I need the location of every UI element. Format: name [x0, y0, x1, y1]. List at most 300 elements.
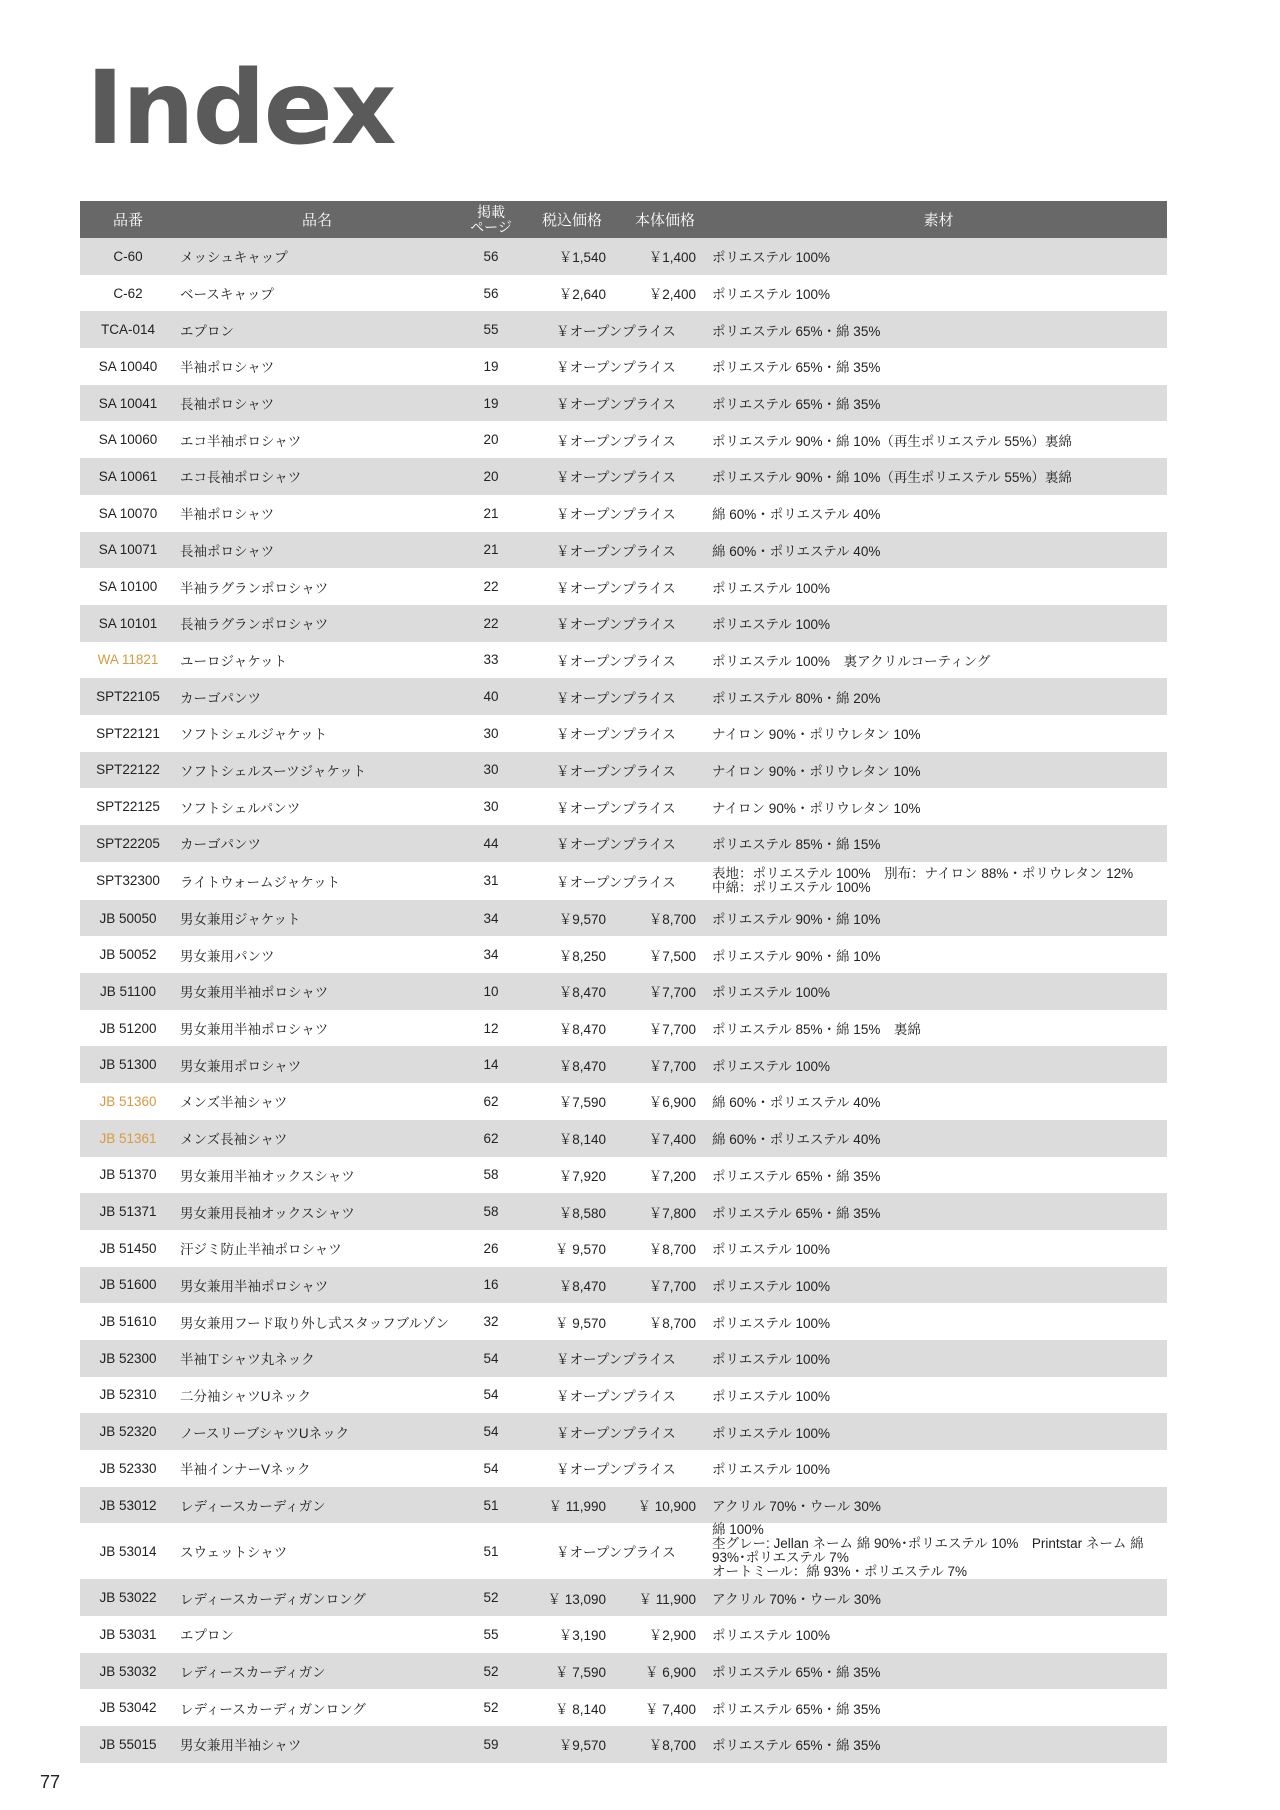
row-page: 22	[483, 579, 499, 595]
row-open-price: ￥オープンプライス	[556, 874, 676, 890]
row-material	[710, 715, 1167, 752]
row-price-tax-in: ￥7,590	[558, 1095, 606, 1111]
row-name: 男女兼用半袖シャツ	[176, 1726, 458, 1763]
row-open-price: ￥オープンプライス	[556, 580, 676, 596]
table-row	[80, 825, 1167, 862]
material-line: 綿 60%・ポリエステル 40%	[712, 507, 881, 523]
table-row	[80, 568, 1167, 605]
row-material	[710, 568, 1167, 605]
row-name: 半袖Ｔシャツ丸ネック	[176, 1340, 458, 1377]
row-page: 21	[483, 505, 499, 521]
row-page: 44	[458, 825, 524, 862]
row-material	[710, 275, 1167, 312]
row-open-price: ￥オープンプライス	[524, 605, 710, 642]
table-row	[80, 1450, 1167, 1487]
row-page: 56	[483, 285, 499, 301]
row-code: JB 51300	[80, 1046, 176, 1083]
material-line: ナイロン 90%・ポリウレタン 10%	[712, 727, 921, 743]
row-code: JB 51450	[99, 1240, 157, 1256]
row-open-price: ￥オープンプライス	[556, 1388, 676, 1404]
row-page: 14	[458, 1046, 524, 1083]
row-name: ユーロジャケット	[180, 653, 288, 669]
row-code: SA 10040	[98, 358, 158, 374]
row-price-tax-in: ￥3,190	[558, 1628, 606, 1644]
index-table	[80, 201, 1167, 1763]
table-row	[80, 348, 1167, 385]
row-open-price: ￥オープンプライス	[524, 385, 710, 422]
row-open-price: ￥オープンプライス	[556, 727, 676, 743]
row-material	[710, 678, 1167, 715]
material-line: ポリエステル 65%・綿 35%	[712, 360, 881, 376]
row-name: 男女兼用フード取り外し式スタッフブルゾン	[180, 1315, 450, 1331]
row-name: エコ半袖ポロシャツ	[180, 433, 302, 449]
row-code: SA 10041	[80, 385, 176, 422]
row-code: SA 10101	[80, 605, 176, 642]
material-line: ポリエステル 90%・綿 10%	[712, 912, 881, 928]
row-material	[710, 1653, 1167, 1690]
row-page: 52	[483, 1700, 499, 1716]
row-code: JB 53031	[99, 1626, 157, 1642]
table-row	[80, 1083, 1167, 1120]
material-line: ポリエステル 85%・綿 15% 裏綿	[712, 1022, 921, 1038]
row-name: スウェットシャツ	[180, 1545, 288, 1561]
row-code: SA 10071	[80, 532, 176, 569]
row-code: JB 53032	[80, 1653, 176, 1690]
row-price-base: ￥7,200	[648, 1168, 696, 1184]
row-open-price: ￥オープンプライス	[556, 1462, 676, 1478]
table-row	[80, 1303, 1167, 1340]
row-price-tax-in: ￥1,540	[524, 238, 620, 275]
material-line: ポリエステル 100%	[712, 250, 831, 266]
table-row	[80, 678, 1167, 715]
material-line: ポリエステル 100%	[712, 1058, 831, 1074]
header-page-line2: ページ	[470, 218, 512, 235]
table-row	[80, 715, 1167, 752]
header-price-base: 本体価格	[620, 201, 710, 238]
table-row	[80, 900, 1167, 937]
row-price-base: ￥8,700	[648, 1315, 696, 1331]
row-name: ソフトシェルジャケット	[180, 727, 327, 743]
table-row	[80, 752, 1167, 789]
material-line: ポリエステル 90%・綿 10%	[712, 948, 881, 964]
material-line: ポリエステル 100%	[712, 1628, 831, 1644]
row-price-base: ￥1,400	[620, 238, 710, 275]
row-page: 34	[483, 947, 499, 963]
table-row	[80, 1340, 1167, 1377]
header-code: 品番	[80, 201, 176, 238]
row-material	[710, 1616, 1167, 1653]
table-row	[80, 1193, 1167, 1230]
row-code: JB 53014	[99, 1543, 157, 1559]
table-body	[80, 238, 1167, 1763]
row-page: 34	[458, 900, 524, 937]
table-row	[80, 1616, 1167, 1653]
row-code: WA 11821	[97, 652, 159, 668]
row-price-tax-in: ￥9,570	[524, 1726, 620, 1763]
row-code: SPT22125	[96, 799, 160, 815]
row-page: 62	[483, 1093, 499, 1109]
table-row	[80, 1377, 1167, 1414]
row-material	[710, 1450, 1167, 1487]
row-name: レディースカーディガン	[176, 1487, 458, 1524]
table-row	[80, 1689, 1167, 1726]
row-code: JB 50052	[99, 947, 157, 963]
row-page: 32	[483, 1314, 499, 1330]
row-name: 長袖ポロシャツ	[176, 532, 458, 569]
row-material	[710, 238, 1167, 275]
table-row	[80, 1413, 1167, 1450]
row-material	[710, 311, 1167, 348]
row-name: レディースカーディガンロング	[176, 1579, 458, 1616]
table-row	[80, 275, 1167, 312]
row-price-tax-in: ￥8,470	[524, 973, 620, 1010]
row-name: エコ長袖ポロシャツ	[176, 458, 458, 495]
row-name: 男女兼用半袖ポロシャツ	[176, 973, 458, 1010]
row-page: 55	[483, 1626, 499, 1642]
row-name: ライトウォームジャケット	[180, 874, 341, 890]
material-line: ポリエステル 100%	[712, 1352, 831, 1368]
row-open-price: ￥オープンプライス	[556, 507, 676, 523]
table-row	[80, 1267, 1167, 1304]
row-code: C-62	[113, 285, 143, 301]
material-line: ポリエステル 100%	[712, 1315, 831, 1331]
row-page: 62	[458, 1120, 524, 1157]
row-page: 16	[458, 1267, 524, 1304]
material-line: ポリエステル 100%	[712, 985, 831, 1001]
row-material	[710, 1157, 1167, 1194]
row-code: JB 51371	[80, 1193, 176, 1230]
header-page	[458, 201, 524, 238]
row-material	[710, 862, 1167, 900]
row-code: JB 52300	[80, 1340, 176, 1377]
row-name: ソフトシェルスーツジャケット	[176, 752, 458, 789]
row-material	[710, 1377, 1167, 1414]
row-material	[710, 1010, 1167, 1047]
row-name: レディースカーディガン	[176, 1653, 458, 1690]
row-open-price: ￥オープンプライス	[524, 1413, 710, 1450]
material-line: 表地：ポリエステル 100% 別布：ナイロン 88%・ポリウレタン 12%	[712, 865, 1134, 881]
row-material	[710, 936, 1167, 973]
material-line: 中綿：ポリエステル 100%	[712, 879, 871, 895]
material-line: ポリエステル 100% 裏アクリルコーティング	[712, 653, 991, 669]
row-code: JB 51100	[80, 973, 176, 1010]
row-code: JB 55015	[80, 1726, 176, 1763]
material-line: ポリエステル 80%・綿 20%	[712, 690, 881, 706]
row-page: 52	[458, 1653, 524, 1690]
header-name: 品名	[176, 201, 458, 238]
row-price-base: ￥2,400	[648, 287, 696, 303]
row-price-tax-in: ￥2,640	[558, 287, 606, 303]
row-price-base: ￥7,400	[620, 1120, 710, 1157]
header-material: 素材	[710, 201, 1167, 238]
row-page: 30	[483, 725, 499, 741]
table-row	[80, 642, 1167, 679]
material-line: ポリエステル 100%	[712, 1462, 831, 1478]
row-price-base: ￥ 11,900	[620, 1579, 710, 1616]
row-material	[710, 1579, 1167, 1616]
row-page: 31	[483, 873, 499, 889]
material-line: ポリエステル 65%・綿 35%	[712, 397, 881, 413]
table-row	[80, 1726, 1167, 1763]
row-code: SA 10070	[98, 505, 158, 521]
row-material	[710, 348, 1167, 385]
page-number: 77	[40, 1772, 61, 1792]
row-open-price: ￥オープンプライス	[524, 825, 710, 862]
row-price-tax-in: ￥ 9,570	[554, 1242, 606, 1258]
row-name: 男女兼用半袖オックスシャツ	[180, 1168, 355, 1184]
row-page: 12	[483, 1020, 499, 1036]
row-material	[710, 752, 1167, 789]
material-line: ポリエステル 90%・綿 10%（再生ポリエステル 55%）裏綿	[712, 433, 1072, 449]
material-line: ポリエステル 65%・綿 35%	[712, 1665, 881, 1681]
row-name: 半袖ポロシャツ	[180, 507, 275, 523]
row-price-base: ￥7,800	[620, 1193, 710, 1230]
row-page: 54	[483, 1460, 499, 1476]
row-name: 半袖ポロシャツ	[180, 360, 275, 376]
row-price-tax-in: ￥8,470	[558, 1022, 606, 1038]
row-name: 二分袖シャツUネック	[180, 1388, 311, 1404]
row-material	[710, 495, 1167, 532]
row-open-price: ￥オープンプライス	[524, 458, 710, 495]
material-line: ポリエステル 100%	[712, 287, 831, 303]
material-line: ポリエステル 100%	[712, 1242, 831, 1258]
row-code: SA 10060	[98, 432, 158, 448]
row-open-price: ￥オープンプライス	[524, 311, 710, 348]
row-name: エプロン	[176, 311, 458, 348]
row-name: 男女兼用半袖ポロシャツ	[176, 1267, 458, 1304]
row-open-price: ￥オープンプライス	[556, 360, 676, 376]
row-name: 男女兼用長袖オックスシャツ	[176, 1193, 458, 1230]
table-row	[80, 385, 1167, 422]
material-line: ポリエステル 65%・綿 35%	[712, 1738, 881, 1754]
row-material	[710, 1487, 1167, 1524]
table-row	[80, 862, 1167, 900]
row-page: 59	[458, 1726, 524, 1763]
material-line: ポリエステル 100%	[712, 617, 831, 633]
row-code: SPT32300	[96, 873, 160, 889]
material-line: ポリエステル 100%	[712, 580, 831, 596]
row-price-tax-in: ￥ 9,570	[554, 1315, 606, 1331]
row-name: 男女兼用ポロシャツ	[176, 1046, 458, 1083]
row-price-base: ￥7,700	[648, 1022, 696, 1038]
table-row	[80, 973, 1167, 1010]
row-code: SA 10100	[98, 579, 158, 595]
row-open-price: ￥オープンプライス	[524, 532, 710, 569]
row-material	[710, 642, 1167, 679]
material-line: 綿 60%・ポリエステル 40%	[712, 543, 881, 559]
row-page: 54	[483, 1387, 499, 1403]
row-price-tax-in: ￥8,580	[524, 1193, 620, 1230]
row-open-price: ￥オープンプライス	[524, 752, 710, 789]
row-code: JB 52330	[99, 1460, 157, 1476]
row-material	[710, 1083, 1167, 1120]
page-title: Index	[86, 49, 395, 168]
row-name: 長袖ラグランポロシャツ	[176, 605, 458, 642]
row-price-base: ￥6,900	[648, 1095, 696, 1111]
row-page: 58	[483, 1167, 499, 1183]
row-material	[710, 1120, 1167, 1157]
row-code: JB 53022	[80, 1579, 176, 1616]
row-price-base: ￥8,700	[620, 1726, 710, 1763]
row-price-tax-in: ￥8,250	[558, 948, 606, 964]
row-name: メンズ長袖シャツ	[176, 1120, 458, 1157]
table-row	[80, 1487, 1167, 1524]
table-row	[80, 238, 1167, 275]
row-page: 40	[458, 678, 524, 715]
material-line: 綿 60%・ポリエステル 40%	[712, 1132, 881, 1148]
row-name: ソフトシェルパンツ	[180, 800, 301, 816]
row-material	[710, 532, 1167, 569]
row-page: 54	[458, 1340, 524, 1377]
row-code: SA 10061	[80, 458, 176, 495]
row-price-tax-in: ￥8,140	[524, 1120, 620, 1157]
row-name: 長袖ポロシャツ	[176, 385, 458, 422]
row-code: SPT22105	[80, 678, 176, 715]
row-code: JB 51200	[99, 1020, 157, 1036]
table-row	[80, 1523, 1167, 1579]
row-code: SPT22121	[96, 725, 160, 741]
row-page: 56	[458, 238, 524, 275]
row-code: JB 51370	[99, 1167, 157, 1183]
row-material	[710, 1340, 1167, 1377]
table-row	[80, 311, 1167, 348]
row-name: メッシュキャップ	[176, 238, 458, 275]
table-header-row	[80, 201, 1167, 238]
table-row	[80, 1579, 1167, 1616]
row-page: 20	[458, 458, 524, 495]
row-price-base: ￥8,700	[620, 900, 710, 937]
material-line: ポリエステル 90%・綿 10%（再生ポリエステル 55%）裏綿	[712, 470, 1072, 486]
row-price-base: ￥2,900	[648, 1628, 696, 1644]
row-price-tax-in: ￥ 11,990	[524, 1487, 620, 1524]
row-price-base: ￥7,700	[620, 973, 710, 1010]
row-material	[710, 605, 1167, 642]
row-price-tax-in: ￥9,570	[524, 900, 620, 937]
row-price-base: ￥ 6,900	[620, 1653, 710, 1690]
row-name: 男女兼用パンツ	[180, 948, 275, 964]
row-code: JB 51600	[80, 1267, 176, 1304]
table-row	[80, 1046, 1167, 1083]
row-code: JB 51610	[99, 1314, 157, 1330]
row-price-tax-in: ￥7,920	[558, 1168, 606, 1184]
row-page: 22	[458, 605, 524, 642]
material-line: ポリエステル 85%・綿 15%	[712, 837, 881, 853]
row-material	[710, 1523, 1167, 1579]
material-line: アクリル 70%・ウール 30%	[712, 1591, 881, 1607]
row-page: 55	[458, 311, 524, 348]
row-page: 19	[483, 358, 499, 374]
material-line: アクリル 70%・ウール 30%	[712, 1499, 881, 1515]
row-name: ベースキャップ	[180, 287, 274, 303]
row-price-base: ￥ 10,900	[620, 1487, 710, 1524]
row-material	[710, 421, 1167, 458]
row-material	[710, 1230, 1167, 1267]
table-row	[80, 1120, 1167, 1157]
material-line: 綿 60%・ポリエステル 40%	[712, 1095, 881, 1111]
row-price-tax-in: ￥8,470	[524, 1267, 620, 1304]
row-material	[710, 973, 1167, 1010]
material-line: ナイロン 90%・ポリウレタン 10%	[712, 763, 921, 779]
row-open-price: ￥オープンプライス	[524, 678, 710, 715]
material-line: ポリエステル 65%・綿 35%	[712, 1701, 881, 1717]
header-page-line1: 掲載	[477, 203, 505, 220]
row-price-tax-in: ￥ 13,090	[524, 1579, 620, 1616]
table-row	[80, 1653, 1167, 1690]
row-material	[710, 1267, 1167, 1304]
row-name: カーゴパンツ	[176, 825, 458, 862]
row-code: JB 53042	[99, 1700, 157, 1716]
row-open-price: ￥オープンプライス	[556, 800, 676, 816]
row-material	[710, 1193, 1167, 1230]
row-material	[710, 458, 1167, 495]
row-page: 58	[458, 1193, 524, 1230]
row-open-price: ￥オープンプライス	[524, 1340, 710, 1377]
row-page: 21	[458, 532, 524, 569]
row-page: 10	[458, 973, 524, 1010]
row-price-base: ￥8,700	[648, 1242, 696, 1258]
row-open-price: ￥オープンプライス	[556, 653, 676, 669]
material-line: オートミール：綿 93%・ポリエステル 7%	[712, 1564, 968, 1580]
material-line: ポリエステル 100%	[712, 1425, 831, 1441]
row-page: 33	[483, 652, 499, 668]
row-page: 19	[458, 385, 524, 422]
row-code: C-60	[80, 238, 176, 275]
material-line: ポリエステル 100%	[712, 1278, 831, 1294]
row-code: SPT22122	[80, 752, 176, 789]
material-line: ポリエステル 65%・綿 35%	[712, 323, 881, 339]
row-page: 51	[458, 1487, 524, 1524]
row-code: JB 53012	[80, 1487, 176, 1524]
row-material	[710, 900, 1167, 937]
row-price-tax-in: ￥ 8,140	[554, 1701, 606, 1717]
row-code: SPT22205	[80, 825, 176, 862]
material-line: ポリエステル 65%・綿 35%	[712, 1205, 881, 1221]
row-price-tax-in: ￥ 7,590	[524, 1653, 620, 1690]
row-name: 男女兼用ジャケット	[176, 900, 458, 937]
row-material	[710, 1046, 1167, 1083]
row-price-base: ￥7,500	[648, 948, 696, 964]
material-line: 杢グレー: Jellan ネーム 綿 90%･ポリエステル 10% Printstar ネーム 綿 93%･ポリエステル 7%	[712, 1536, 1144, 1566]
header-price-tax-in: 税込価格	[524, 201, 620, 238]
row-code: JB 51361	[80, 1120, 176, 1157]
row-material	[710, 385, 1167, 422]
table-row	[80, 532, 1167, 569]
row-open-price: ￥オープンプライス	[556, 433, 676, 449]
material-line: ポリエステル 100%	[712, 1388, 831, 1404]
row-price-base: ￥7,700	[620, 1046, 710, 1083]
row-name: 男女兼用半袖ポロシャツ	[180, 1022, 329, 1038]
row-page: 20	[483, 432, 499, 448]
table-row	[80, 1010, 1167, 1047]
table-row	[80, 1230, 1167, 1267]
row-code: JB 50050	[80, 900, 176, 937]
row-open-price: ￥オープンプライス	[556, 1545, 676, 1561]
row-name: 半袖ラグランポロシャツ	[180, 580, 329, 596]
row-page: 30	[458, 752, 524, 789]
table-row	[80, 936, 1167, 973]
row-page: 51	[483, 1543, 499, 1559]
material-line: ナイロン 90%・ポリウレタン 10%	[712, 800, 921, 816]
table-row	[80, 495, 1167, 532]
table-row	[80, 605, 1167, 642]
table-row	[80, 458, 1167, 495]
row-price-tax-in: ￥8,470	[524, 1046, 620, 1083]
row-material	[710, 788, 1167, 825]
row-name: 汗ジミ防止半袖ポロシャツ	[180, 1242, 342, 1258]
row-name: ノースリーブシャツUネック	[176, 1413, 458, 1450]
row-page: 54	[458, 1413, 524, 1450]
row-material	[710, 1303, 1167, 1340]
